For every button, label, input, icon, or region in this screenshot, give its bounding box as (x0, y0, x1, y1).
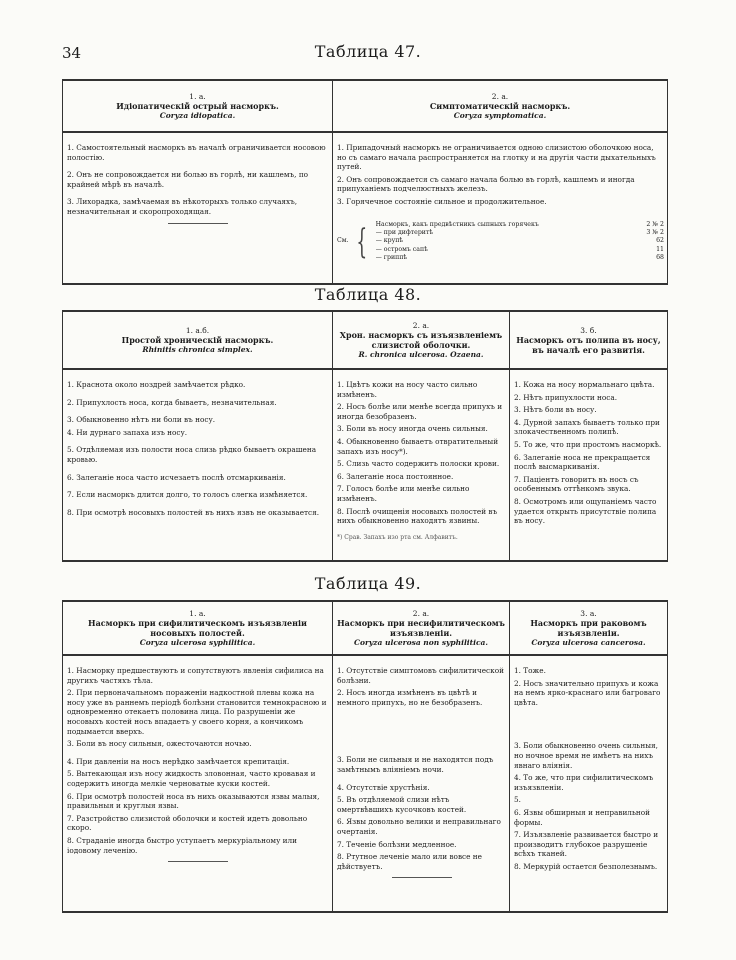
table-48 (62, 310, 668, 562)
page-number: 34 (62, 44, 82, 62)
t49-col2-header (333, 602, 510, 654)
list-item: 2. Припухлость носа, когда бываетъ, незначительная. (67, 397, 277, 407)
t49-col1-header (63, 602, 333, 654)
list-item: 5. Слизь часто содержитъ полоски крови. (337, 459, 500, 469)
list-item: 5. Въ отдѣляемой слизи нѣтъ омертвѣвшихъ кусочковъ костей. (337, 795, 467, 814)
col-latin: Coryza ulcerosa cancerosa. (531, 637, 646, 647)
list-item: 7. Голосъ болѣе или менѣе сильно измѣненъ. (337, 484, 470, 503)
list-item: 1. Насморку предшествуютъ и сопутствуютъ явленія сифилиса на другихъ частяхъ тѣла. (67, 666, 324, 685)
list-item: 4. Ни дурнаго запаха изъ носу. (67, 427, 188, 437)
list-item: 6. Залеганіе носа не прекращается послѣ высмаркиванія. (514, 452, 651, 472)
list-item: 3. Боли обыкновенно очень сильныя, но ночное время не имѣетъ на нихъ явнаго вліянія. (514, 741, 658, 770)
col-number: 1. а. (189, 608, 206, 618)
list-item: 3. Обыкновенно нѣтъ ни боли въ носу. (67, 415, 216, 425)
t47-col2-header (333, 81, 667, 131)
ref-row: — гриппѣ 68 (375, 254, 664, 262)
list-item: 8. Осмотромъ или ощупаніемъ часто удается открыть присутствіе полипа въ носу. (514, 496, 657, 526)
t48-col3-body (510, 370, 667, 560)
col-number: 1. а. (189, 91, 206, 101)
list-item: 7. Изъязвленіе развивается быстро и производитъ глубокое разрушеніе всѣхъ тканей. (514, 830, 659, 859)
cross-reference-list (337, 221, 664, 263)
list-item: 3. Горячечное состояніе сильное и продолжительное. (337, 196, 547, 206)
t48-col2-header (333, 312, 510, 368)
list-item: 3. Боли въ носу сильныя, ожесточаются ночью. (67, 739, 252, 749)
col-name: Насморкъ при сифилитическомъ изъязвленіи носовыхъ полостей. (88, 617, 307, 638)
list-item: 4. Обыкновенно бываетъ отвратительный запахъ изъ носу*). (337, 436, 499, 456)
list-item: 2. При первоначальномъ пораженіи надкостной плевы кожа на носу уже въ раннемъ періодѣ болѣзни становится темнокрасною и одновременно отекаетъ половина лица. По разрушеніи же носовыхъ костей носъ впадаетъ у своего корня, а кончикомъ подымается вверхъ. (67, 688, 327, 736)
see-label: См. (337, 237, 349, 245)
list-item: 6. При осмотрѣ полостей носа въ нихъ оказываются язвы малыя, правильныя и круглыя язвы. (67, 791, 320, 811)
table-47 (62, 79, 668, 285)
t49-col2-body (333, 656, 510, 911)
col-name: Насморкъ отъ полипа въ носу, въ началѣ его развитія. (516, 334, 661, 355)
col-latin: Coryza ulcerosa syphilitica. (139, 637, 256, 647)
t49-col3-header (510, 602, 667, 654)
list-item: 5. Вытекающая изъ носу жидкость зловонная, часто кровавая и содержитъ иногда мелкіе черноватые куски костей. (67, 769, 316, 788)
list-item: 3. Боли въ носу иногда очень сильныя. (337, 424, 488, 434)
list-item: 7. Паціентъ говоритъ въ носъ съ особеннымъ оттѣнкомъ звука. (514, 474, 639, 494)
list-item: 3. Боли не сильныя и не находятся подъ замѣтнымъ вліяніемъ ночи. (337, 755, 494, 774)
list-item: 8. Меркурій остается безполезнымъ. (514, 861, 658, 871)
col-number: 3. б. (580, 325, 597, 335)
list-item: 3. Лихорадка, замѣчаемая въ нѣкоторыхъ только случаяхъ, незначительная и скоропроходящая. (67, 197, 298, 216)
col-latin: Rhinitis chronica simplex. (142, 344, 253, 354)
col-name: Хрон. насморкъ съ изъязвленіемъ слизистой оболочки. (339, 329, 503, 350)
list-item: 5. Отдѣляемая изъ полости носа слизь рѣдко бываетъ окрашена кровью. (67, 445, 317, 464)
footnote: *) Срав. Запахъ изо рта см. Алфавитъ. (337, 533, 458, 541)
list-item: 4. При давленіи на носъ нерѣдко замѣчается крепитація. (67, 756, 290, 766)
t47-col2-body (333, 133, 667, 283)
t48-col2-body (333, 370, 510, 560)
list-item: 2. Онъ сопровождается съ самаго начала болью въ горлѣ, кашлемъ и иногда припуханіемъ подчелюстныхъ железъ. (337, 174, 635, 194)
col-number: 2. а. (412, 608, 430, 618)
table-47-title: Таблица 47. (314, 42, 422, 61)
list-item: 2. Нѣтъ припухлости носа. (514, 392, 618, 402)
col-latin: Coryza idiopatica. (159, 110, 236, 120)
col-name: Насморкъ при раковомъ изъязвленіи. (530, 617, 647, 638)
list-item: 1. Самостоятельный насморкъ въ началѣ ограничивается носовою полостію. (67, 143, 326, 162)
list-item: 8. Страданіе иногда быстро уступаетъ меркуріальному или іодовому леченію. (67, 835, 298, 855)
list-item: 1. Припадочный насморкъ не ограничивается одною слизистою оболочкою носа, но съ самаго начала распространяется на глотку и на другія части дыхательныхъ путей. (337, 143, 656, 172)
t49-col3-body (510, 656, 667, 911)
ref-row: — при дифтеритѣ 3 № 2 (375, 228, 664, 236)
ref-row: — остромъ сапѣ 11 (375, 245, 664, 253)
list-item: 7. Если насморкъ длится долго, то голосъ слегка измѣняется. (67, 490, 308, 500)
brace-icon: { (356, 221, 368, 262)
col-name: Симптоматическій насморкъ. (429, 100, 571, 111)
list-item: 6. Язвы довольно велики и неправильнаго очертанія. (337, 817, 501, 836)
list-item: 1. Краснота около ноздрей замѣчается рѣдко. (67, 380, 246, 389)
col-name: Простой хроническій насморкъ. (121, 334, 274, 345)
col-number: 1. а.б. (185, 325, 210, 335)
col-latin: Coryza ulcerosa non syphilitica. (354, 637, 488, 647)
col-number: 3. а. (580, 608, 597, 618)
col-number: 2. а. (491, 91, 509, 101)
list-item: 1. Отсутствіе симптомовъ сифилитической болѣзни. (337, 666, 504, 685)
list-item: 7. Разстройство слизистой оболочки и костей идетъ довольно скоро. (67, 813, 308, 833)
list-item: 8. Послѣ очищенія носовыхъ полостей въ нихъ обыкновенно находятъ язвины. (337, 506, 498, 526)
divider (168, 223, 228, 224)
list-item: 4. Отсутствіе хрустѣнія. (337, 782, 430, 792)
col-latin: R. chronica ulcerosa. Ozaena. (358, 349, 484, 359)
col-name: Идіопатическій острый насморкъ. (116, 100, 279, 111)
divider (168, 861, 228, 862)
list-item: 6. Язвы обширныя и неправильной формы. (514, 807, 651, 827)
table-49-title: Таблица 49. (314, 574, 422, 593)
t48-col1-header (63, 312, 333, 368)
t48-col1-body (63, 370, 333, 560)
list-item: 2. Носъ значительно припухъ и кожа на немъ ярко-краснаго или багроваго цвѣта. (514, 678, 661, 707)
list-item: 5. (514, 795, 521, 805)
list-item: 2. Носъ иногда измѣненъ въ цвѣтѣ и немного припухъ, но не безобразенъ. (337, 688, 483, 707)
t47-col1-header (63, 81, 333, 131)
list-item: 1. Цвѣтъ кожи на носу часто сильно измѣненъ. (337, 380, 478, 399)
t47-col1-body (63, 133, 333, 283)
list-item: 2. Носъ болѣе или менѣе всегда припухъ и иногда безобразенъ. (337, 402, 503, 421)
list-item: 7. Теченіе болѣзни медленное. (337, 839, 457, 849)
list-item: 4. То же, что при сифилитическомъ изъязвленіи. (514, 773, 654, 792)
list-item: 4. Дурной запахъ бываетъ только при злокачественномъ полипѣ. (514, 417, 660, 437)
list-item: 1. Тоже. (514, 666, 546, 675)
ref-row: Насморкъ, какъ предвѣстникъ сыпныхъ горячекъ 2 № 2 (375, 220, 664, 228)
col-number: 2. а. (412, 320, 430, 330)
t48-col3-header (510, 312, 667, 368)
list-item: 2. Онъ не сопровождается ни болью въ горлѣ, ни кашлемъ, по крайней мѣрѣ въ началѣ. (67, 170, 309, 189)
list-item: 6. Залеганіе носа часто исчезаетъ послѣ отсмаркиванія. (67, 472, 286, 482)
list-item: 8. Ртутное леченіе мало или вовсе не дѣйствуетъ. (337, 852, 482, 871)
list-item: 3. Нѣтъ боли въ носу. (514, 405, 597, 415)
divider (392, 877, 452, 878)
list-item: 1. Кожа на носу нормальнаго цвѣта. (514, 380, 655, 389)
ref-row: — крупѣ 62 (375, 237, 664, 245)
col-latin: Coryza symptomatica. (453, 110, 547, 120)
list-item: 8. При осмотрѣ носовыхъ полостей въ нихъ язвъ не оказывается. (67, 507, 320, 517)
list-item: 6. Залеганіе носа постоянное. (337, 471, 454, 481)
col-name: Насморкъ при несифилитическомъ изъязвленіи. (337, 617, 505, 638)
table-48-title: Таблица 48. (314, 285, 422, 304)
table-49 (62, 600, 668, 913)
list-item: 5. То же, что при простомъ насморкѣ. (514, 439, 662, 449)
t49-col1-body (63, 656, 333, 911)
